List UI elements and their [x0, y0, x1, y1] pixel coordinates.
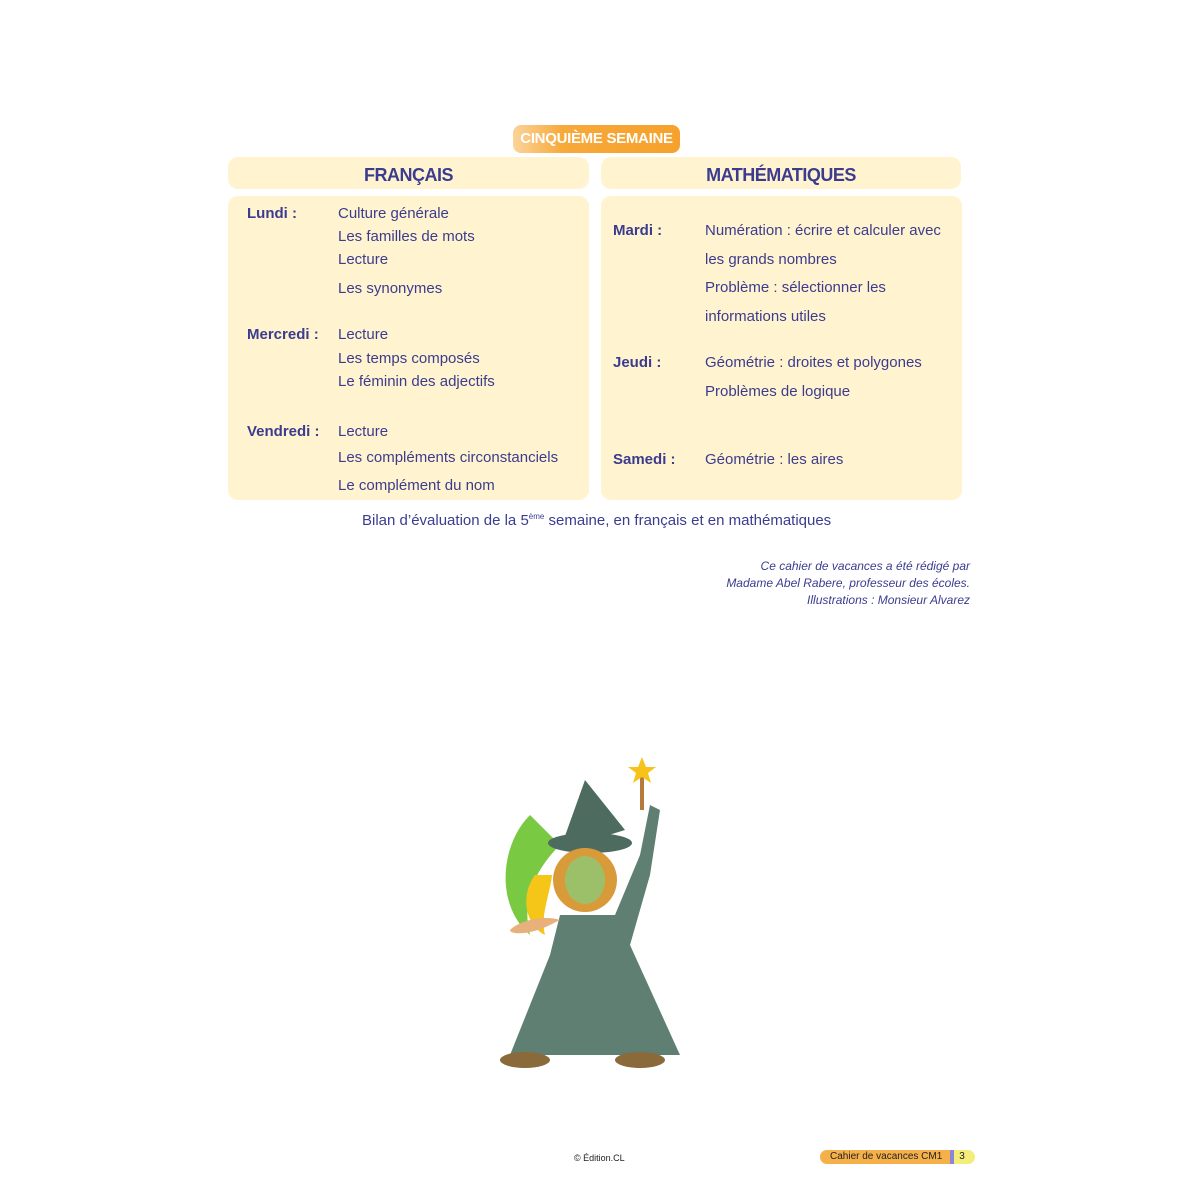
bilan-note [362, 512, 831, 529]
list-item: Le complément du nom [338, 477, 495, 494]
bilan-text-end: semaine, en français et en mathématiques [544, 512, 832, 529]
francais-header: FRANÇAIS [228, 157, 589, 189]
day-label: Vendredi : [247, 423, 320, 440]
list-item: Lecture [338, 326, 389, 343]
copyright: © Édition.CL [574, 1153, 625, 1163]
list-item: Lecture [338, 423, 389, 440]
bilan-text: Bilan d’évaluation de la 5 [362, 512, 529, 529]
maths-header: MATHÉMATIQUES [601, 157, 961, 189]
wizard-illustration [490, 755, 690, 1085]
credits [726, 558, 970, 609]
day-label: Lundi : [247, 205, 297, 222]
list-item: Le féminin des adjectifs [338, 373, 495, 390]
page-number: 3 [954, 1150, 975, 1164]
list-item: Lecture [338, 251, 389, 268]
footer-tab [820, 1150, 975, 1164]
list-item: informations utiles [705, 308, 826, 325]
list-item: les grands nombres [705, 251, 837, 268]
list-item: Les familles de mots [338, 228, 475, 245]
credit-line: Illustrations : Monsieur Alvarez [807, 593, 970, 607]
day-label: Mercredi : [247, 326, 319, 343]
day-label: Jeudi : [613, 354, 662, 371]
footer-title: Cahier de vacances CM1 [820, 1150, 950, 1164]
credit-line: Madame Abel Rabere, professeur des écoles. [726, 576, 970, 590]
list-item: Les compléments circonstanciels [338, 449, 559, 466]
list-item: Géométrie : droites et polygones [705, 354, 922, 371]
list-item: Les synonymes [338, 280, 443, 297]
list-item: Problèmes de logique [705, 383, 851, 400]
day-label: Mardi : [613, 222, 663, 239]
list-item: Géométrie : les aires [705, 451, 844, 468]
list-item: Les temps composés [338, 350, 480, 367]
list-item: Culture générale [338, 205, 449, 222]
credit-line: Ce cahier de vacances a été rédigé par [760, 559, 970, 573]
bilan-sup: ème [528, 512, 545, 521]
day-label: Samedi : [613, 451, 676, 468]
list-item: Problème : sélectionner les [705, 279, 886, 296]
week-badge: CINQUIÈME SEMAINE [513, 125, 680, 153]
list-item: Numération : écrire et calculer avec [705, 222, 941, 239]
